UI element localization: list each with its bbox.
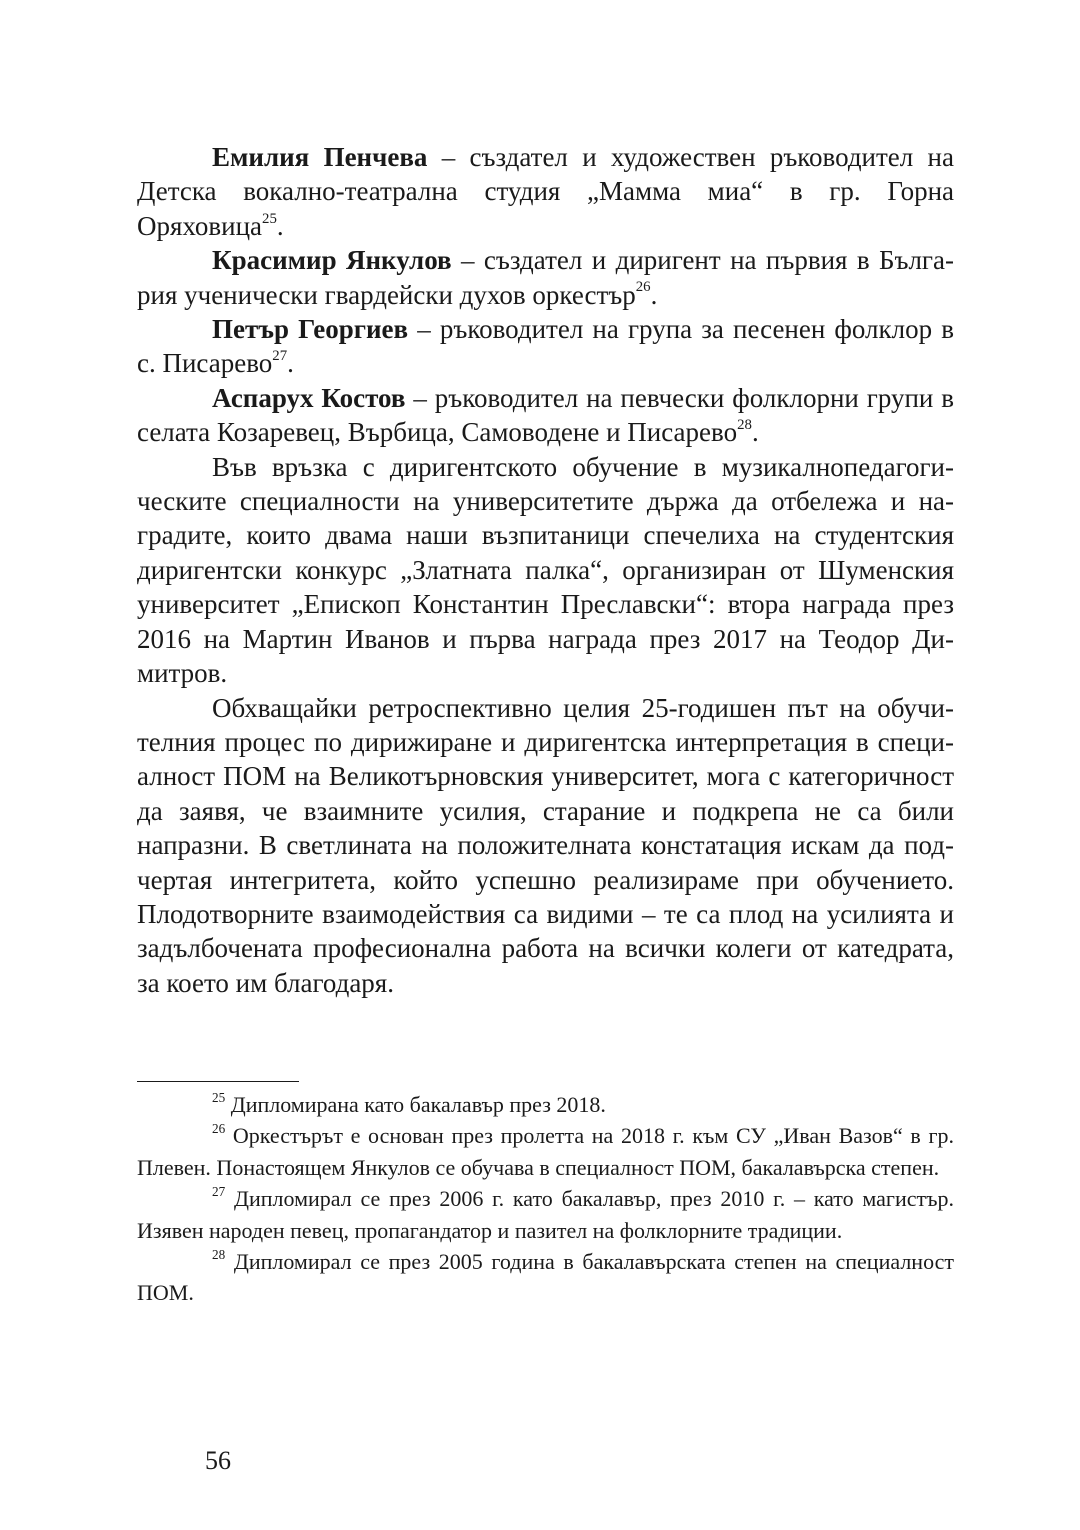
footnote-28 [137, 1246, 954, 1309]
paragraph-tail: . [276, 210, 284, 241]
paragraph-tail: . [751, 417, 759, 448]
person-name: Красимир Янкулов [212, 245, 452, 276]
paragraph-tail: . [650, 279, 658, 310]
footnote-27 [137, 1183, 954, 1246]
person-name: Петър Георгиев [212, 314, 409, 345]
person-name: Аспарух Костов [212, 382, 406, 413]
paragraph-yankulov [137, 243, 954, 312]
paragraph-kostov [137, 381, 954, 450]
paragraph-pencheva [137, 140, 954, 243]
person-name: Емилия Пенчева [212, 142, 428, 172]
paragraph-text: – създател и художествен ръководител на Детска вокално-театрална студия „Мамма миа“ в гр. Горна Оряховица [137, 142, 954, 241]
footnote-26 [137, 1120, 954, 1183]
footnote-ref[interactable]: 27 [272, 348, 288, 365]
paragraph-text: – ръководител на група за песенен фолклор в с. Писарево [137, 314, 954, 379]
footnote-ref[interactable]: 26 [635, 279, 651, 296]
paragraph-retrospective: Обхващайки ретроспективно целия 25-годишен път на обучителния процес по дирижиране и диригентска интерпретация в специалност ПОМ на Великотърновския университет, мога с категоричност да заявя, че взаимните усилия, старание и подкрепа не са били напразни. В светлината на положителната констатация искам да подчертая интегритета, който успешно реализираме при обучението. Плодотворните взаимодействия са видими – те са плод на усилията и задълбочената професионална работа на всички колеги от катедрата, за което им благодаря. [137, 692, 954, 998]
footnote-text: Дипломирал се през 2005 година в бакалавърската степен на специалност ПОМ. [137, 1249, 954, 1306]
footnote-text: Дипломирал се през 2006 г. като бакалавър, през 2010 г. – като магистър. Изявен народен певец, пропагандатор и пазител на фолклорните традиции. [137, 1186, 954, 1243]
body-text [137, 140, 954, 1000]
page-number: 56 [205, 1446, 231, 1475]
footnote-number: 26 [212, 1121, 226, 1137]
document-page [137, 0, 954, 1530]
footnotes [137, 1089, 954, 1309]
footnote-text: Дипломирана като бакалавър през 2018. [225, 1092, 606, 1117]
paragraph-text: – ръководител на певчески фолклорни групи в селата Козаревец, Върбица, Самоводене и Писарево [137, 382, 955, 448]
paragraph-georgiev [137, 312, 954, 381]
footnote-ref[interactable]: 25 [262, 210, 277, 227]
footnote-25 [137, 1089, 954, 1120]
footnote-number: 27 [212, 1183, 226, 1199]
footnote-separator [137, 1081, 299, 1082]
paragraph-tail: . [287, 348, 294, 379]
footnote-text: Оркестърът е основан през пролетта на 2018 г. към СУ „Иван Вазов“ в гр. Плевен. Понастоящем Янкулов се обучава в специалност ПОМ, бакалавърска степен. [137, 1123, 954, 1180]
paragraph-text: – създател и диригент на първия в България ученически гвардейски духов оркестър [137, 245, 954, 310]
footnote-number: 25 [212, 1089, 226, 1105]
footnote-number: 28 [212, 1246, 226, 1262]
paragraph-awards: Във връзка с диригентското обучение в музикалнопедагогическите специалности на университетите държа да отбележа и наградите, които двама наши възпитаници спечелиха на студентския диригентски конкурс „Златната палка“, организиран от Шуменския университет „Епископ Константин Преславски“: втора награда през 2016 на Мартин Иванов и първа награда през 2017 на Теодор Димитров. [137, 451, 954, 689]
footnote-ref[interactable]: 28 [737, 417, 752, 434]
